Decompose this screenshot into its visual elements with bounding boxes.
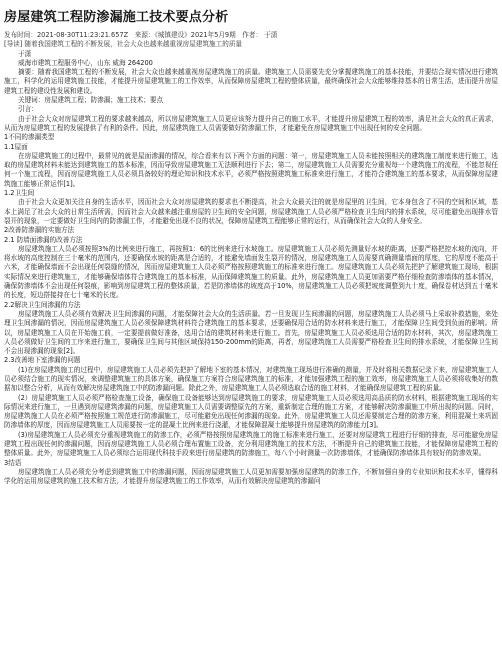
body-paragraph: 在房屋建筑施工的过程中，最常见的就是屋面渗漏的情况，综合看来有以下两个方面的问题：第一，房屋建筑施工人员未能按照相关的建筑施工制度来进行施工，选取的房屋建筑材料未能达到建筑施工的基本标准，因而导致房屋建筑施工无法顺利进行下去；第二，房屋建筑施工人员需要充分重视每一个建筑施工的流程，不能忽视任何一个施工流程，因而房屋建筑施工人员必须具备较好的理论知识和技术水平，必须严格按照建筑施工标准来进行施工，才能符合建筑施工的基本要求，从而保障房屋建筑施工能够正常运作[1]。 <box>4 151 498 188</box>
subsection-heading: 1.2卫生间 <box>4 189 35 198</box>
abstract-paragraph: 摘要：随着我国建筑工程的不断发展，社会大众也越来越重视房屋建筑施工的质量。建筑施工人员需要先充分掌握建筑施工的基本技能，并要结合现实情况进行建筑施工，科学化的运用建筑施工技能，才能提升房屋建筑施工的工作效率，从而保障房屋建筑工程的整体质量，最终确保社会大众能够维持基本的日常生活，进而提升房屋建筑工程的建设性发展和建设。 <box>4 68 498 95</box>
author-affiliation: 威海市建筑工程服务中心，山东 威海 264200 <box>18 58 153 67</box>
section-heading: 2改善防渗漏的实施方法 <box>4 226 75 235</box>
subsection-heading: 2.3改善地下室渗漏的问题 <box>4 356 81 365</box>
intro-paragraph: 由于社会大众对房屋建筑工程的要求越来越高，所以房屋建筑施工人员更应该努力提升自己的施工水平，才能提升房屋建筑工程的效率，满足社会大众的真正需求，从而为房屋建筑工程的发展提供了有利的条件。因此，房屋建筑施工人员需要做好防渗漏工作，才能避免在房屋建筑施工中出现任何的安全问题。 <box>4 114 498 132</box>
section-heading: 3结语 <box>4 458 22 467</box>
body-paragraph: 由于社会大众更加关注自身的生活水平，因而社会大众对房屋建筑的要求也不断提高，社会大众最关注的就是房屋里的卫生间，它本身包含了不同的空间和区域，基本上满足了社会大众的日常生活所需，因而社会大众越来越注重房屋的卫生间的安全问题，房屋建筑施工人员必须严格检查卫生间内的排水系统，尽可能避免出现排水管裂开的现象，一定要做好卫生间内的防渗漏工作，才能避免出现不良的状况，保障房屋建筑工程能够正常的运行，从而确保社会大众的人身安全。 <box>4 198 498 225</box>
keywords-line: 关键词：房屋建筑工程；防渗漏；施工技术；要点 <box>18 96 164 105</box>
subsection-heading: 2.1 防墙面渗漏的改善方法 <box>4 235 83 244</box>
author-name: 于潇 <box>18 49 32 58</box>
body-paragraph: 房屋建筑施工人员必须按照3%的比例来进行施工，再按照1：6的比例来进行水坡施工。房屋建筑施工人员必须先测量好水坡的距离，还要严格把控水坡的流向，并将水坡的高度控制在三十毫米的范围内，还要确保水坡的距离是合适的，才能避免墙面发生裂开的情况，房屋建筑施工人员需要真确测量墙面的厚度，它的厚度不能高于六米，才能确保墙面不会出现任何裂缝的情况，因而房屋建筑施工人员必须严格按照建筑施工的标准来进行施工。房屋建筑施工人员必须先把护了解建筑施工现场，根据实际情况来进行建筑施工，才能够确保墙体符合建筑施工的基本标准，从而保障建筑施工的质量。此外，房屋建筑施工人员更加需要严格仔细检查防渗墙体的基本情况，确保防渗墙体不会出现任何裂痕，影响到房屋建筑工程的整体质量，若是防渗墙体的坡度高于10%，房屋建筑施工人员必须把坡度调整到九十度，确保卷材达到五十毫米的长度，短边搭接持在七十毫米的长度。 <box>4 244 498 300</box>
article-body <box>4 31 498 487</box>
body-paragraph: 房屋建筑施工人员必须有效解决卫生间渗漏的问题，才能保障社会大众的生活质量。若一旦发现卫生间渗漏的问题，房屋建筑施工人员必须马上采取补救措施，来处理卫生间渗漏的情况，因而房屋建筑施工人员必须保障建筑材料符合建筑施工的基本要求，还要确保用合适的防水材料来进行施工，才能保障卫生间受到负面的影响。所以，房屋建筑施工人员在开始施工前，一定要提前做好准备，选用合适的建筑材料来进行施工。首先，房屋建筑施工人员必须选用合适的防水材料，其次，房屋建筑施工人员必须做好卫生间的工序来进行施工，要确保卫生间与其他区域保持150-200mm的距离，再者，房屋建筑施工人员需要严格检查卫生间的排水系统，才能保障卫生间不会出现渗漏的现象[2]。 <box>4 309 498 356</box>
guide-line: [导读] 随着我国建筑工程的不断发展，社会大众也越来越重视房屋建筑施工的质量 <box>4 40 243 49</box>
body-paragraph: (3)房屋建筑施工人员必须充分重视建筑施工的防渗工作，必须严格按照房屋建筑施工的施工标准来进行施工，还要对房屋建筑工程进行仔细的排查，尽可能避免房屋建筑工程出现任何的渗漏问题，因而房屋建筑施工人员必须合理布置施工设备，充分利用建筑施工的技术方法，不断提升自己的建筑施工技能，才能保障房屋建筑工程的整体质量。此外，房屋建筑施工人员必须综合运用现代科技手段来进行房屋建筑的防渗施工，每八个小时测量一次防渗墙体，才能确保防渗墙体具有较好的防渗效果。 <box>4 430 498 458</box>
section-heading: 1不同的渗漏类型 <box>4 133 55 142</box>
subsection-heading: 2.2解决卫生间渗漏的方法 <box>4 300 81 309</box>
intro-heading: 引言： <box>18 105 38 114</box>
article-title: 房屋建筑工程防渗漏施工技术要点分析 <box>4 10 229 25</box>
body-paragraph: (2）房屋建筑施工人员必须严格检查施工设备，确保施工设备能够达到房屋建筑施工的要求，房屋建筑施工人员必须选用高品质的防水材料，根据建筑施工现场的实际情况来进行施工，一旦遇到房屋建筑渗漏的问题，房屋建筑施工人员需要调整原先的方案，重新制定合理的施工方案，才能够解决防渗漏施工中所出现的问题。同时，房屋建筑施工人员在必须严格按照施工规范进行防渗漏施工，尽可能避免出现任何渗漏的现象。此外，房屋建筑施工人员还需要制定合理的防渗方案，利用混凝土来巩固防渗墙体的厚度，因而房屋建筑施工人员需要按一定的混凝土比例来进行浇灌，才能保障混凝土能够提升房屋建筑的防渗能力[3]。 <box>4 393 498 430</box>
conclusion-paragraph: 房屋建筑施工人员必须充分考虑到建筑施工中的渗漏问题，因而房屋建筑施工人员更加需要加强房屋建筑的防渗工作，不断加强自身的专业知识和技术水平，懂得科学化的运用房屋建筑的施工技术和方法，才能提升房屋建筑施工的工作效率，从而有效解决房屋建筑的渗漏问 <box>4 467 498 486</box>
body-paragraph: (1)在房屋建筑施工的过程中，房屋建筑施工人员必须先把护了解地下室的基本情况，对建筑施工现场进行准确的测量，并及时将相关数据记录下来，房屋建筑施工人员必须结合施工的现实情况，来调整建筑施工的具体方案，确保施工方案符合房屋建筑施工的标准，才能加强建筑工程的施工效率，房屋建筑施工人员必须将收集好的数据加以整合分析，从而有效解决房屋建筑施工中的防渗漏问题。除此之外，房屋建筑施工人员必须选取合适的施工材料，才能确保房屋建筑工程的质量。 <box>4 365 498 393</box>
publish-info: 发布时间：2021-08-30T11:23:21.657Z 来源：《城镇建设》2021年5月9期 作者： 于潇 <box>4 31 278 39</box>
subsection-heading: 1.1屋面 <box>4 142 28 151</box>
